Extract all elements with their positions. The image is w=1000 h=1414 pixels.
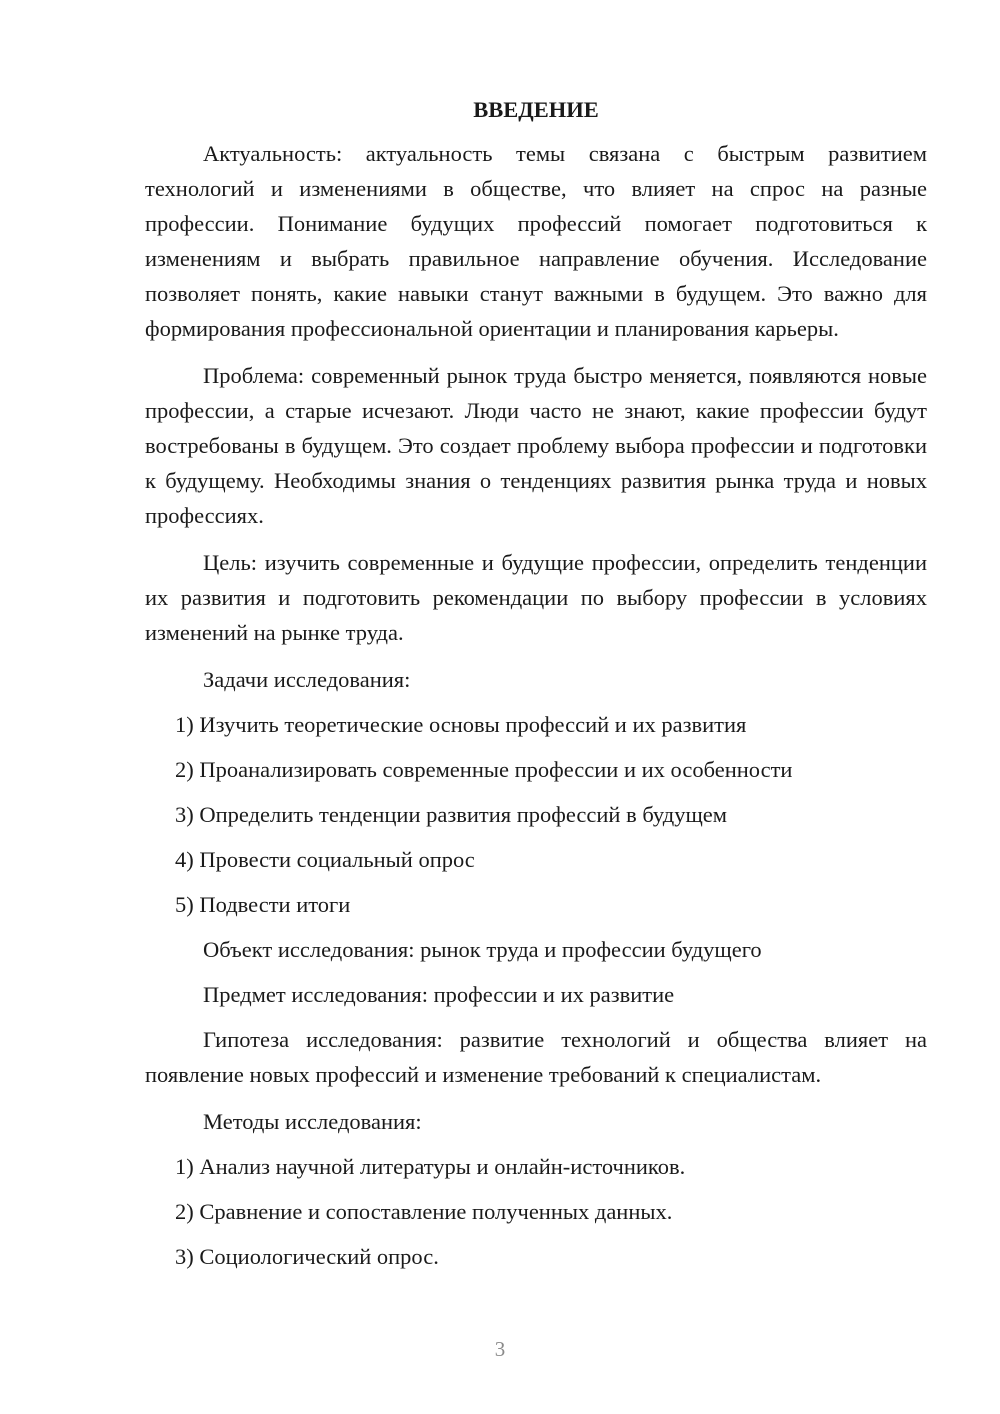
section-title: ВВЕДЕНИЕ	[473, 97, 599, 122]
hypothesis-paragraph: Гипотеза исследования: развитие технологий и общества влияет на появление новых профессий и изменение требований к специалистам.	[145, 1027, 927, 1087]
method-item: 3) Социологический опрос.	[175, 1244, 439, 1269]
task-item: 3) Определить тенденции развития профессий в будущем	[175, 802, 728, 827]
methods-heading: Методы исследования:	[203, 1109, 422, 1134]
task-item: 1) Изучить теоретические основы профессий и их развития	[175, 712, 747, 737]
task-item: 5) Подвести итоги	[175, 892, 351, 917]
relevance-paragraph: Актуальность: актуальность темы связана с быстрым развитием технологий и изменениями в обществе, что влияет на спрос на разные профессии. Понимание будущих профессий помогает подготовиться к изменениям и выбрать правильное направление обучения. Исследование позволяет понять, какие навыки станут важными в будущем. Это важно для формирования профессиональной ориентации и планирования карьеры.	[145, 141, 927, 341]
goal-paragraph: Цель: изучить современные и будущие профессии, определить тенденции их развития и подготовить рекомендации по выбору профессии в условиях изменений на рынке труда.	[145, 550, 927, 645]
task-item: 2) Проанализировать современные профессии и их особенности	[175, 757, 793, 782]
problem-paragraph: Проблема: современный рынок труда быстро меняется, появляются новые профессии, а старые исчезают. Люди часто не знают, какие профессии будут востребованы в будущем. Это создает проблему выбора профессии и подготовки к будущему. Необходимы знания о тенденциях развития рынка труда и новых профессиях.	[145, 363, 927, 528]
subject-line: Предмет исследования: профессии и их развитие	[203, 982, 675, 1007]
object-line: Объект исследования: рынок труда и профессии будущего	[203, 937, 762, 962]
method-item: 1) Анализ научной литературы и онлайн-источников.	[175, 1154, 686, 1179]
document-page	[145, 92, 927, 1284]
method-item: 2) Сравнение и сопоставление полученных данных.	[175, 1199, 673, 1224]
page-number: 3	[494, 1337, 506, 1361]
tasks-heading: Задачи исследования:	[203, 667, 411, 692]
task-item: 4) Провести социальный опрос	[175, 847, 475, 872]
